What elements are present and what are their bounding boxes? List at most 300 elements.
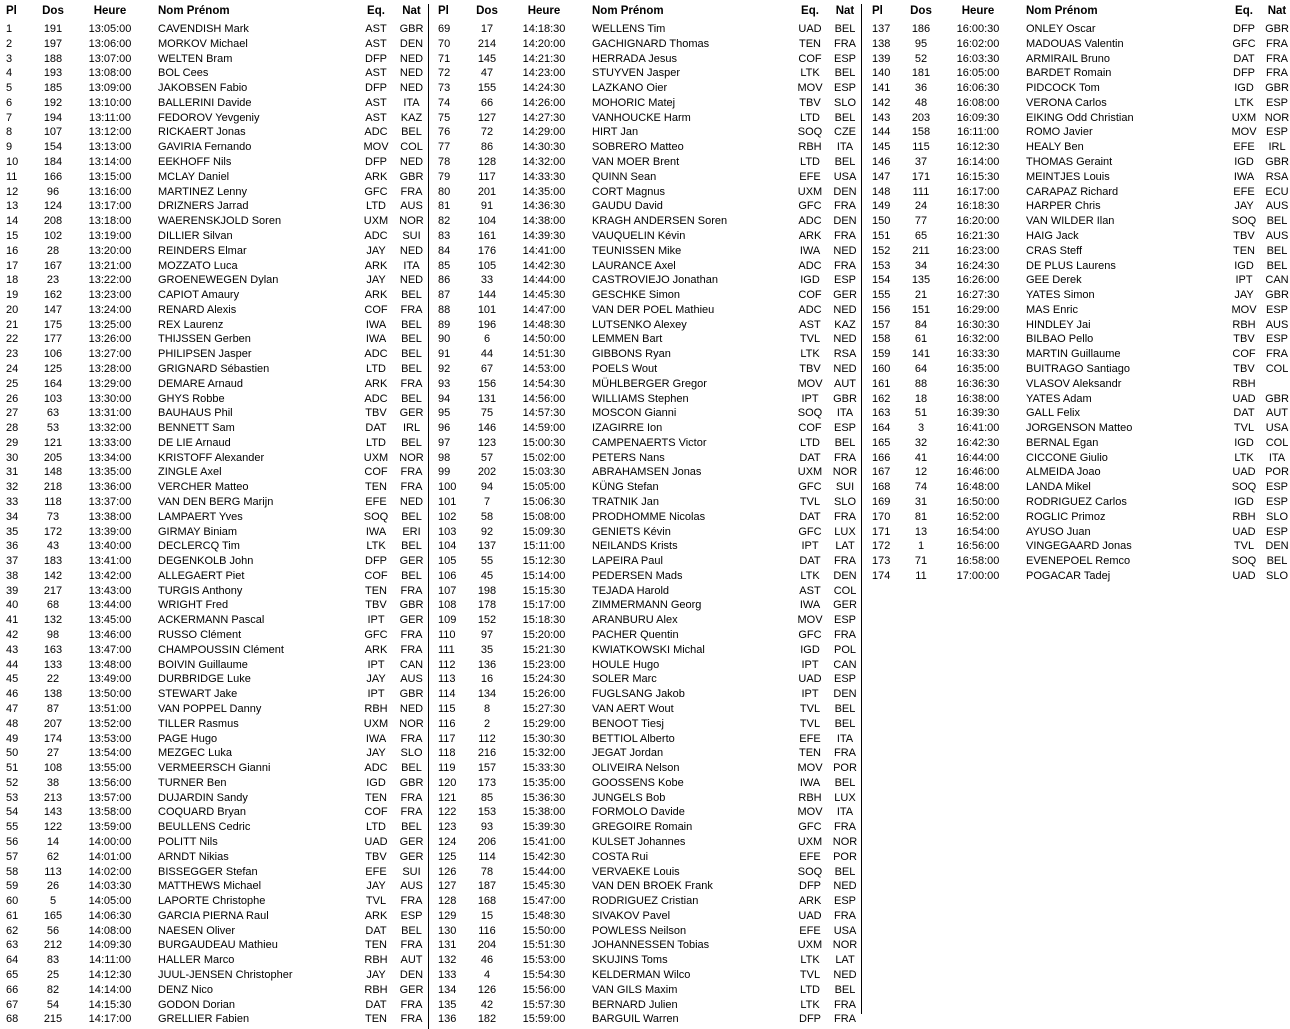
cell-nat: FRA [400,303,423,316]
table-row [866,288,1290,303]
cell-heure: 15:02:00 [522,451,566,464]
cell-nom: BUITRAGO Santiago [1026,362,1130,375]
cell-eq: EFE [1233,141,1255,154]
cell-nom: GRIGNARD Sébastien [158,362,270,375]
table-row [432,628,860,643]
cell-eq: IWA [799,599,821,612]
cell-nom: POGACAR Tadej [1026,569,1111,582]
cell-nat [1264,377,1290,392]
table-row [432,820,860,835]
cell-dos: 202 [477,466,497,479]
table-row [432,111,860,126]
cell-pl: 53 [6,791,19,804]
cell-pl: 42 [6,629,19,642]
cell-nat: BEL [401,392,422,405]
cell-pl: 45 [6,673,19,686]
cell-dos: 25 [46,969,60,981]
table-row [0,436,427,451]
cell-eq: UXM [363,451,389,464]
cell-nom: CASTROVIEJO Jonathan [592,274,718,287]
table-row [432,658,860,673]
table-row [0,924,427,939]
cell-eq: UAD [1232,392,1256,405]
cell-nat: FRA [400,584,423,597]
cell-pl: 164 [872,422,891,435]
cell-nom: MARTIN Guillaume [1026,348,1121,361]
cell-pl: 8 [6,126,13,139]
cell-nom: GIBBONS Ryan [592,348,671,361]
cell-heure: 15:48:30 [522,909,566,922]
cell-nat: RSA [833,348,857,361]
cell-nom: VAN MOER Brent [592,156,680,169]
cell-heure: 13:44:00 [88,599,132,612]
table-row [0,244,427,259]
cell-nom: YATES Simon [1026,289,1095,302]
cell-nat: SLO [833,496,856,508]
cell-nat: AUS [1265,200,1289,213]
cell-dos: 62 [46,850,60,863]
cell-dos: 94 [480,481,494,494]
cell-heure: 13:06:00 [88,37,132,50]
cell-heure: 15:42:30 [522,850,566,863]
cell-nat: AUT [834,377,856,390]
cell-nom: DE PLUS Laurens [1026,259,1116,272]
cell-heure: 16:03:30 [956,52,1000,65]
cell-nat: FRA [400,791,423,804]
cell-nom: KULSET Johannes [592,835,686,848]
cell-heure: 13:24:00 [88,303,132,316]
cell-pl: 64 [6,954,19,967]
table-row [866,199,1290,214]
cell-pl: 29 [6,436,19,449]
cell-heure: 13:12:00 [88,126,132,139]
cell-nat: NED [399,496,424,508]
cell-pl: 129 [438,909,457,922]
cell-dos: 12 [914,466,928,479]
cell-nom: PHILIPSEN Jasper [158,348,252,361]
cell-dos: 35 [480,643,494,656]
cell-dos: 66 [480,96,494,109]
cell-dos: 203 [911,111,931,124]
cell-eq: GFC [364,185,388,198]
cell-dos: 71 [914,555,928,568]
table-row [0,37,427,52]
table-row [432,776,860,791]
cell-nat: FRA [1266,52,1288,65]
cell-nom: MOSCON Gianni [592,407,677,420]
cell-nom: BOIVIN Guillaume [158,658,248,671]
cell-pl: 88 [438,303,451,316]
cell-heure: 14:48:30 [522,318,566,331]
cell-pl: 124 [438,835,457,848]
cell-heure: 16:06:30 [956,82,1000,95]
cell-nat: NED [399,274,424,287]
start-list-column-1 [0,0,427,1029]
table-row [432,909,860,924]
cell-eq: TBV [365,599,387,612]
cell-dos: 151 [911,303,931,316]
cell-dos: 115 [912,141,930,154]
cell-nom: QUINN Sean [592,170,657,183]
cell-nat: AUS [1265,229,1289,242]
cell-nom: VAN DEN BROEK Frank [592,880,713,893]
cell-pl: 37 [6,555,19,568]
cell-dos: 111 [912,185,930,198]
cell-eq: AST [365,23,387,35]
cell-nat: FRA [400,1013,423,1026]
cell-pl: 85 [438,259,451,272]
cell-heure: 15:03:30 [522,466,566,479]
cell-nom: GIRMAY Biniam [158,525,238,538]
cell-heure: 13:55:00 [88,762,132,775]
cell-nom: AYUSO Juan [1026,525,1091,538]
cell-eq: IGD [1234,259,1254,272]
table-row [432,761,860,776]
cell-pl: 125 [438,850,457,863]
header-heure: Heure [93,5,127,17]
cell-dos: 207 [43,717,63,730]
cell-pl: 82 [438,215,451,228]
cell-pl: 24 [6,362,19,375]
cell-dos: 145 [477,52,497,65]
cell-pl: 121 [438,791,457,804]
cell-nat: FRA [834,998,856,1011]
cell-eq: TVL [365,895,387,908]
cell-dos: 142 [43,569,63,582]
cell-eq: ARK [364,643,388,656]
cell-pl: 169 [872,496,891,508]
table-row [432,22,860,37]
header-nom: Nom Prénom [1026,5,1098,17]
cell-nom: VERVAEKE Louis [592,865,680,878]
cell-nom: BENNETT Sam [158,422,235,435]
cell-eq: IWA [1233,170,1255,183]
cell-heure: 13:14:00 [88,156,132,169]
table-row [432,924,860,939]
table-row [866,140,1290,155]
cell-nom: EIKING Odd Christian [1026,111,1134,124]
cell-eq: JAY [366,274,386,287]
cell-heure: 14:39:30 [522,229,566,242]
cell-nom: MOHORIC Matej [592,96,676,109]
cell-dos: 28 [46,244,60,257]
cell-eq: DAT [1233,52,1255,65]
table-row [0,776,427,791]
cell-eq: RBH [364,702,388,715]
cell-eq: COF [364,806,388,819]
cell-nom: MORKOV Michael [158,37,248,50]
cell-nom: EEKHOFF Nils [158,156,232,169]
cell-dos: 2 [483,717,491,730]
cell-nat: ITA [403,259,420,272]
table-row [866,392,1290,407]
cell-nat: ESP [1265,303,1288,316]
cell-pl: 120 [438,776,457,789]
cell-pl: 10 [6,156,19,169]
cell-heure: 14:17:00 [88,1013,132,1026]
cell-dos: 183 [43,555,63,568]
column-divider [428,4,429,1029]
table-row [0,125,427,140]
header-dos: Dos [476,5,498,17]
cell-eq: GFC [798,481,822,494]
cell-pl: 135 [438,998,457,1011]
cell-eq: LTK [1234,451,1254,464]
cell-eq: COF [364,303,388,316]
cell-dos: 51 [914,407,928,420]
cell-heure: 13:23:00 [88,289,132,302]
cell-dos: 91 [480,200,494,213]
cell-nom: DRIZNERS Jarrad [158,200,249,213]
header-pl: Pl [872,5,883,17]
table-row [432,495,860,510]
cell-nat: ITA [403,96,420,109]
cell-dos: 33 [480,274,494,287]
cell-nom: FUGLSANG Jakob [592,688,685,701]
cell-eq: EFE [799,170,821,183]
cell-nat: DEN [833,688,857,701]
cell-heure: 15:18:30 [522,614,566,627]
cell-nom: HOULE Hugo [592,658,660,671]
cell-pl: 13 [6,200,19,213]
cell-eq: TVL [799,717,821,730]
cell-nat: BEL [834,111,856,124]
cell-heure: 13:33:00 [88,436,132,449]
cell-nom: SKUJINS Toms [592,954,668,967]
cell-dos: 205 [43,451,63,464]
cell-nom: MEZGEC Luka [158,747,232,760]
cell-heure: 16:33:30 [956,348,1000,361]
table-row [0,81,427,96]
cell-heure: 16:46:00 [956,466,1000,479]
cell-pl: 145 [872,141,891,154]
cell-dos: 155 [477,82,497,95]
table-row [432,1012,860,1027]
table-row [432,392,860,407]
cell-nat: BEL [834,156,856,169]
cell-pl: 19 [6,289,19,302]
cell-nat: NED [399,702,424,715]
cell-eq: UAD [1232,569,1256,582]
cell-nom: BAUHAUS Phil [158,407,233,420]
cell-dos: 188 [43,52,63,65]
cell-eq: UAD [1232,525,1256,538]
cell-nat: BEL [401,126,422,139]
cell-eq: TBV [1233,362,1255,375]
cell-dos: 174 [43,732,63,745]
cell-heure: 15:08:00 [522,510,566,523]
cell-eq: ADC [364,126,388,139]
cell-pl: 162 [872,392,891,405]
cell-nom: HAIG Jack [1026,229,1079,242]
table-row [432,953,860,968]
cell-pl: 111 [438,643,455,656]
cell-eq: AST [365,37,387,50]
cell-nom: SOBRERO Matteo [592,141,684,154]
cell-nom: NEILANDS Krists [592,540,678,553]
cell-pl: 166 [872,451,891,464]
cell-dos: 112 [478,732,496,745]
cell-nom: MCLAY Daniel [158,170,230,183]
cell-heure: 16:48:00 [956,481,1000,494]
cell-heure: 13:28:00 [88,362,132,375]
table-row [0,643,427,658]
cell-heure: 14:30:30 [522,141,566,154]
table-row [0,288,427,303]
cell-nat: ESP [833,673,856,686]
cell-nat: NED [399,67,424,80]
cell-heure: 16:24:30 [956,259,1000,272]
cell-eq: UXM [1231,111,1257,124]
cell-nat: BEL [834,717,856,730]
cell-heure: 13:10:00 [88,96,132,109]
cell-pl: 102 [438,510,457,523]
cell-eq: IGD [1234,496,1254,508]
cell-eq: SOQ [797,865,823,878]
cell-nom: BALLERINI Davide [158,96,252,109]
cell-heure: 15:23:00 [522,658,566,671]
table-row [0,953,427,968]
cell-heure: 13:15:00 [88,170,132,183]
table-row [0,732,427,747]
cell-heure: 14:00:00 [88,835,132,848]
cell-nom: ABRAHAMSEN Jonas [592,466,702,479]
cell-heure: 15:54:30 [522,969,566,981]
cell-nom: HEALY Ben [1026,141,1084,154]
cell-nom: GROENEWEGEN Dylan [158,274,279,287]
cell-eq: MOV [797,377,823,390]
cell-heure: 14:06:30 [88,909,132,922]
table-row [866,229,1290,244]
cell-dos: 128 [477,156,497,169]
cell-eq: DFP [365,156,387,169]
cell-pl: 153 [872,259,891,272]
table-row [866,111,1290,126]
cell-dos: 192 [43,96,63,109]
cell-nom: REX Laurenz [158,318,224,331]
table-row [432,436,860,451]
cell-heure: 15:11:00 [522,540,565,553]
cell-nom: GACHIGNARD Thomas [592,37,710,50]
cell-nom: JUNGELS Bob [592,791,666,804]
cell-nom: COQUARD Bryan [158,806,247,819]
cell-heure: 13:38:00 [88,510,132,523]
table-row [0,584,427,599]
cell-eq: SOQ [797,407,823,420]
cell-nat: NOR [832,835,858,848]
table-row [0,909,427,924]
cell-nat: BEL [834,23,856,35]
cell-nom: GENIETS Kévin [592,525,671,538]
cell-eq: GFC [798,821,822,834]
cell-nom: VAN GILS Maxim [592,983,678,996]
cell-heure: 15:57:30 [522,998,566,1011]
cell-dos: 23 [46,274,60,287]
cell-heure: 13:17:00 [88,200,132,213]
cell-heure: 14:50:00 [522,333,566,346]
cell-nom: GALL Felix [1026,407,1081,420]
cell-nat: BEL [401,569,422,582]
cell-nom: LAPORTE Christophe [158,895,266,908]
cell-heure: 15:21:30 [522,643,566,656]
cell-eq: ARK [364,377,388,390]
table-row [432,687,860,702]
cell-pl: 92 [438,362,451,375]
cell-heure: 13:08:00 [88,67,132,80]
cell-nom: WRIGHT Fred [158,599,229,612]
cell-eq: DAT [799,451,821,464]
cell-heure: 16:56:00 [956,540,1000,553]
cell-eq: ADC [798,303,822,316]
cell-eq: COF [798,52,822,65]
cell-heure: 13:29:00 [88,377,132,390]
table-row [432,554,860,569]
table-row [432,717,860,732]
cell-heure: 14:56:00 [522,392,566,405]
cell-nom: VAN AERT Wout [592,702,674,715]
table-row [0,495,427,510]
cell-eq: JAY [366,969,386,981]
cell-heure: 16:21:30 [956,229,1000,242]
cell-eq: IWA [365,732,387,745]
cell-eq: ADC [364,229,388,242]
cell-nom: BERNARD Julien [592,998,678,1011]
cell-pl: 14 [6,215,19,228]
cell-nom: GARCIA PIERNA Raul [158,909,269,922]
cell-nom: CICCONE Giulio [1026,451,1108,464]
cell-dos: 103 [43,392,63,405]
cell-pl: 98 [438,451,451,464]
table-row [866,52,1290,67]
cell-heure: 16:17:00 [956,185,1000,198]
cell-dos: 171 [911,170,931,183]
cell-dos: 83 [46,954,60,967]
cell-nat: ESP [1265,481,1288,494]
cell-pl: 147 [872,170,891,183]
cell-nat: COL [400,141,423,154]
table-row [0,879,427,894]
cell-pl: 143 [872,111,891,124]
cell-nom: YATES Adam [1026,392,1092,405]
cell-nom: TEJADA Harold [592,584,670,597]
cell-nom: VAUQUELIN Kévin [592,229,686,242]
cell-nat: NED [833,880,857,893]
cell-nat: GBR [1265,156,1289,169]
cell-nat: BEL [1266,555,1288,568]
cell-nat: GER [399,835,424,848]
cell-nom: FORMOLO Davide [592,806,685,819]
cell-dos: 206 [477,835,497,848]
table-row [432,421,860,436]
cell-nat: FRA [834,37,856,50]
cell-dos: 213 [43,791,63,804]
table-row [432,539,860,554]
cell-eq: JAY [366,747,386,760]
cell-nom: POELS Wout [592,362,658,375]
cell-dos: 34 [914,259,928,272]
cell-eq: TBV [1233,229,1255,242]
start-list-table [0,0,427,1027]
cell-nom: BETTIOL Alberto [592,732,675,745]
cell-nom: HERRADA Jesus [592,52,677,65]
cell-dos: 13 [914,525,928,538]
cell-heure: 15:05:00 [522,481,566,494]
cell-nom: RICKAERT Jonas [158,126,246,139]
cell-nom: RUSSO Clément [158,629,242,642]
cell-heure: 13:51:00 [88,702,132,715]
cell-eq: RBH [798,141,822,154]
cell-nom: HALLER Marco [158,954,235,967]
